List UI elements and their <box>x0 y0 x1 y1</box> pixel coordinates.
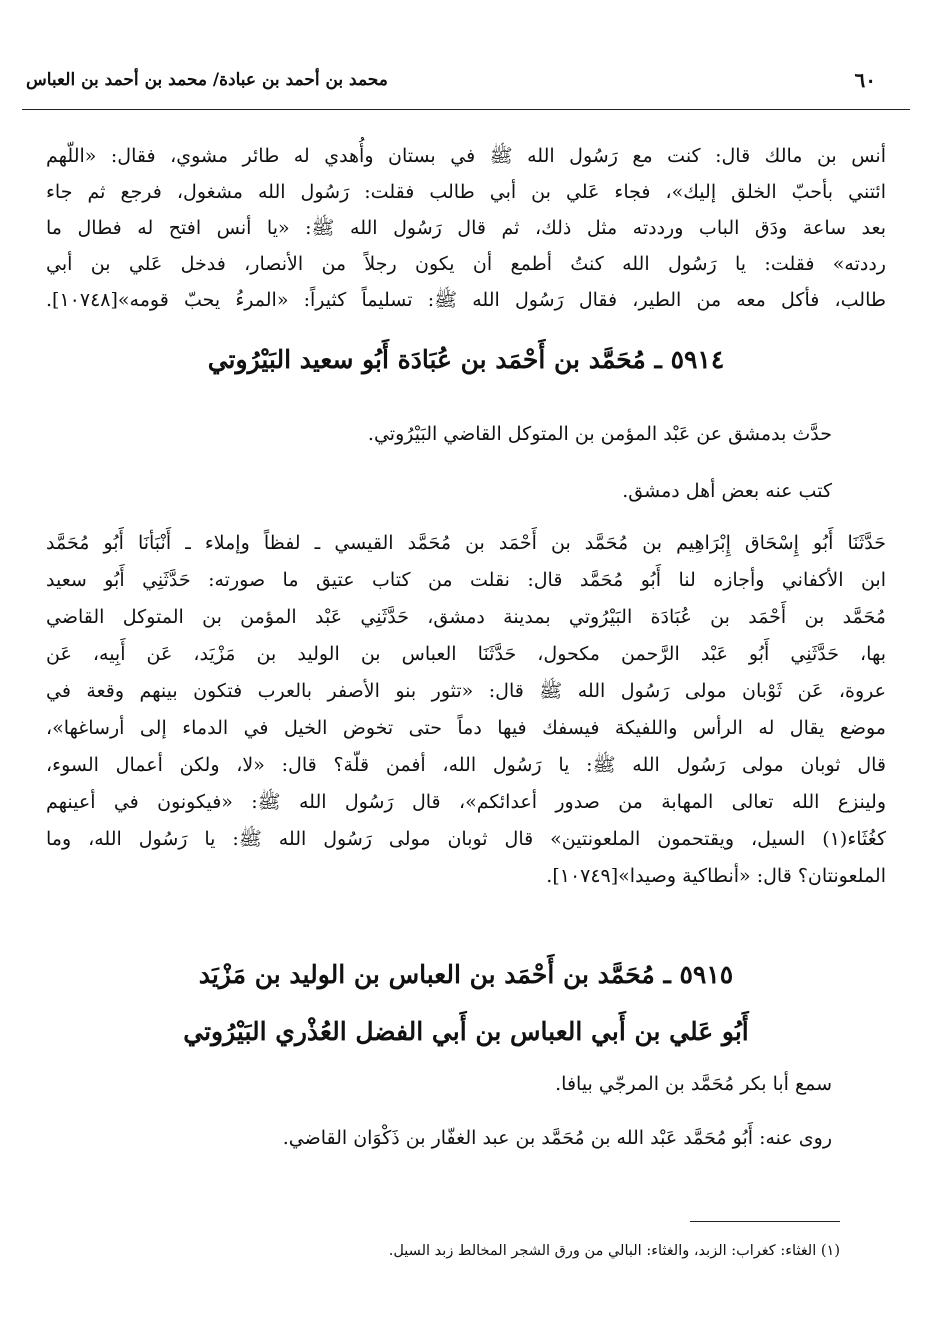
text-line: الملعونتان؟ قال: «أنطاكية وصيدا»[١٠٧٤٩]. <box>546 865 886 887</box>
text-line: سمع أبا بكر مُحَمَّد بن المرجّي بيافا. <box>555 1073 832 1095</box>
text-line: بعد ساعة ودَق الباب ورددته مثل ذلك، ثم قال رَسُول الله ﷺ: «يا أنس افتح له فطال ما <box>46 217 886 239</box>
text-line: أنس بن مالك قال: كنت مع رَسُول الله ﷺ في بستان وأُهدي له طائر مشوي، فقال: «اللّهم <box>46 145 886 167</box>
text-line: قال ثوبان مولى رَسُول الله ﷺ: يا رَسُول الله، أفمن قلّة؟ قال: «لا، ولكن أعمال السوء، <box>46 754 886 776</box>
page-number: ٦٠ <box>854 68 876 92</box>
text-line: روى عنه: أَبُو مُحَمَّد عَبْد الله بن مُحَمَّد بن عبد الغفّار بن ذَكْوَان القاضي. <box>282 1127 832 1149</box>
text-line: عروة، عَن ثَوْبان مولى رَسُول الله ﷺ قال: «تثور بنو الأصفر بالعرب فتكون بينهم وقعة في <box>46 680 886 702</box>
text-line: كتب عنه بعض أهل دمشق. <box>622 480 832 502</box>
text-line: مُحَمَّد بن أَحْمَد بن عُبَادَة البَيْرُوتي بمدينة دمشق، حَدَّثَنِي عَبْد المؤمن بن المتوكل القاضي <box>46 606 886 628</box>
entry-heading-5915-line1: ٥٩١٥ ـ مُحَمَّد بن أَحْمَد بن العباس بن الوليد بن مَزْيَد <box>198 960 734 989</box>
footnote-rule <box>690 1221 840 1222</box>
text-line: ابن الأكفاني وأجازه لنا أَبُو مُحَمَّد قال: نقلت من كتاب عتيق ما صورته: حَدَّثَنِي أَبُو سعيد <box>46 569 886 591</box>
entry-heading-5915-line2: أَبُو عَلي بن أَبي العباس بن أَبي الفضل العُذْري البَيْرُوتي <box>183 1017 749 1046</box>
header-rule <box>22 109 910 110</box>
footnote: (١) الغثاء: كغراب: الزبد، والغثاء: البالي من ورق الشجر المخالط زبد السيل. <box>388 1243 840 1259</box>
text-line: كغُثَاء(١) السيل، ويقتحمون الملعونتين» قال ثوبان مولى رَسُول الله ﷺ: يا رَسُول الله، وما <box>46 828 887 850</box>
text-line: حدَّث بدمشق عن عَبْد المؤمن بن المتوكل القاضي البَيْرُوتي. <box>367 423 832 445</box>
text-line: موضع يقال له الرأس واللفيكة فيسفك فيها دماً حتى تخوض الخيل في الدماء إلى أرساغها»، <box>46 717 886 739</box>
running-header <box>22 58 910 110</box>
text-line: ائتني بأحبّ الخلق إليك»، فجاء عَلي بن أبي طالب فقلت: رَسُول الله مشغول، فرجع ثم جاء <box>46 181 886 203</box>
text-line: حَدَّثَنَا أَبُو إِسْحَاق إِبْرَاهِيم بن مُحَمَّد بن أَحْمَد بن مُحَمَّد القيسي ـ لفظاً وإملاء ـ أَنْبَأنَا أَبُو مُحَمَّد <box>46 532 887 554</box>
text-line: رددته» فقلت: يا رَسُول الله كنتُ أطمع أن يكون رجلاً من الأنصار، فدخل عَلي بن أبي <box>46 253 886 275</box>
running-title: محمد بن أحمد بن عبادة/ محمد بن أحمد بن العباس <box>26 70 388 90</box>
text-line: طالب، فأكل معه من الطير، فقال رَسُول الله ﷺ: تسليماً كثيراً: «المرءُ يحبّ قومه»[١٠٧٤٨]. <box>46 289 886 311</box>
text-line: ولينزع الله تعالى المهابة من صدور أعدائكم»، قال رَسُول الله ﷺ: «فيكونون في أعينهم <box>46 791 886 813</box>
entry-heading-5914: ٥٩١٤ ـ مُحَمَّد بن أَحْمَد بن عُبَادَة أَبُو سعيد البَيْرُوتي <box>207 345 725 374</box>
text-line: بها، حَدَّثَنِي أَبُو عَبْد الرَّحمن مكحول، حَدَّثَنَا العباس بن الوليد بن مَزْيَد، عَن أَبِيه، عَن <box>46 643 886 665</box>
